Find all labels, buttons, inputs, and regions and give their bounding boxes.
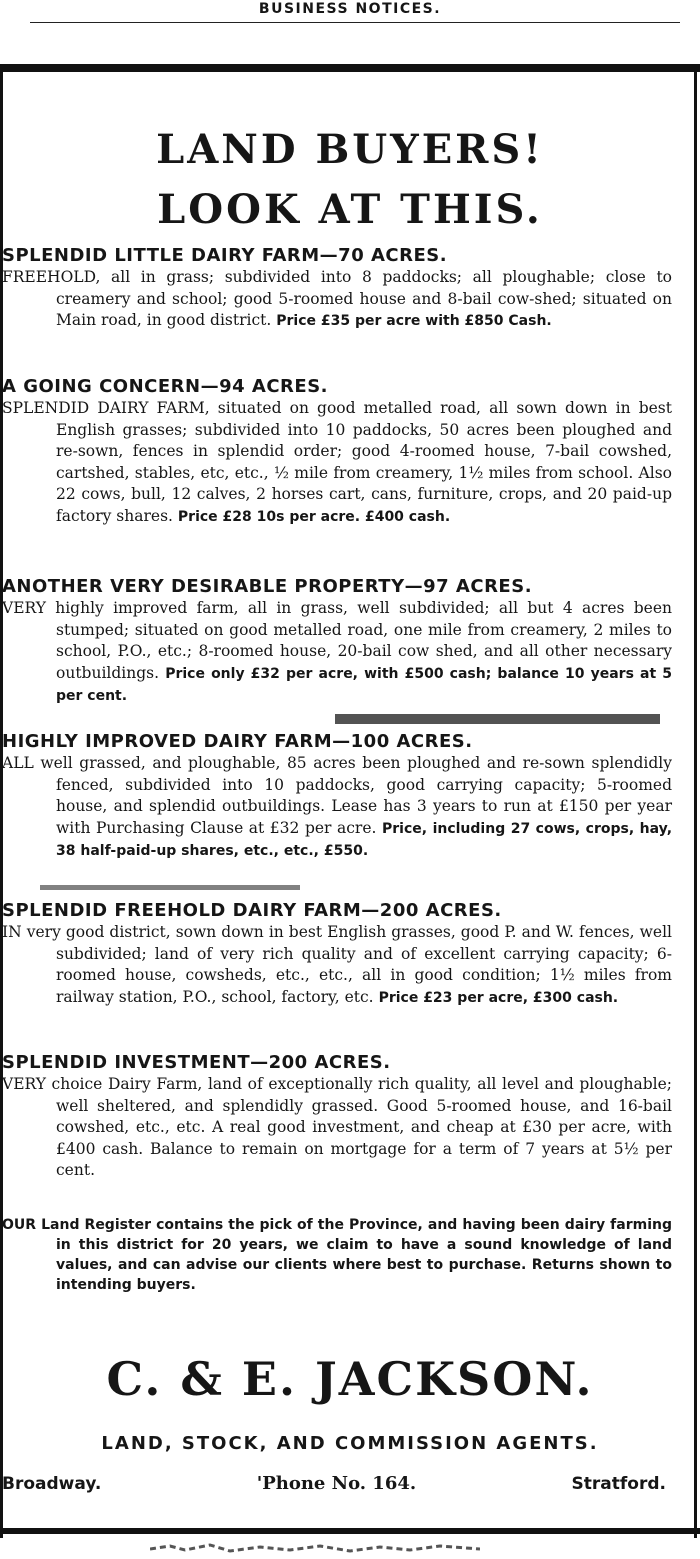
firm-address-line [2, 1472, 666, 1496]
land-register-notice: OUR Land Register contains the pick of the Province, and having been dairy farming in this district for 20 years, we claim to have a sound knowledge of land values, and can advise our clients where best to purchase. Returns shown to intending buyers. [2, 1217, 672, 1293]
listing-text: SPLENDID DAIRY FARM, situated on good metalled road, all sown down in best English grasses; subdivided into 10 paddocks, 50 acres been ploughed and re-sown, fences in splendid order; good 4-roomed house, 7-bail cowshed, cartshed, stables, etc, etc., ½ mile from creamery, 1½ miles from school. Also 22 cows, bull, 12 calves, 2 horses cart, cans, furniture, crops, and 20 paid-up factory shares. [2, 399, 672, 525]
listing-title: A GOING CONCERN—94 ACRES. [2, 376, 328, 397]
listing-text: FREEHOLD, all in grass; subdivided into 8 paddocks; all ploughable; close to creamery and school; good 5-roomed house and 8-bail cow-shed; situated on Main road, in good district. [2, 268, 672, 329]
firm-phone: 'Phone No. 164. [256, 1473, 417, 1494]
listing-4 [2, 731, 672, 863]
firm-town: Stratford. [571, 1474, 666, 1494]
listing-price: Price £35 per acre with £850 Cash. [276, 313, 552, 329]
listing-body [2, 753, 672, 863]
listing-text: ALL well grassed, and ploughable, 85 acres been ploughed and re-sown splendidly fenced, subdivided into 10 paddocks, good carrying capacity; 5-roomed house, and splendid outbuildings. Lease has 3 years to run at £150 per year with Purchasing Clause at £32 per acre. [2, 754, 672, 837]
listing-title: ANOTHER VERY DESIRABLE PROPERTY—97 ACRES. [2, 576, 533, 597]
listing-5 [2, 900, 672, 1009]
ink-smudge [40, 885, 300, 890]
headline-line-1: LAND BUYERS! [156, 126, 544, 173]
listing-title: SPLENDID FREEHOLD DAIRY FARM—200 ACRES. [2, 900, 502, 921]
firm-street: Broadway. [2, 1474, 102, 1494]
top-border-rule [0, 64, 700, 72]
listing-title: SPLENDID LITTLE DAIRY FARM—70 ACRES. [2, 245, 448, 266]
listing-price: Price £23 per acre, £300 cash. [378, 989, 619, 1006]
listing-body [2, 598, 672, 708]
listing-3 [2, 576, 672, 708]
listing-price: Price £28 10s per acre. £400 cash. [177, 508, 451, 525]
listing-body [2, 1074, 672, 1182]
listing-title: SPLENDID INVESTMENT—200 ACRES. [2, 1052, 391, 1073]
header-rule [30, 22, 680, 23]
listing-body [2, 922, 672, 1009]
print-noise-icon [150, 1541, 480, 1555]
listing-title: HIGHLY IMPROVED DAIRY FARM—100 ACRES. [2, 731, 473, 752]
listing-text: VERY choice Dairy Farm, land of exceptionally rich quality, all level and ploughable; well sheltered, and splendidly grassed. Good 5-roomed house, and 16-bail cowshed, etc., etc. A real good investment, and cheap at £30 per acre, with £400 cash. Balance to remain on mortgage for a term of 7 years at 5½ per cent. [2, 1075, 672, 1179]
firm-tagline: LAND, STOCK, AND COMMISSION AGENTS. [101, 1433, 599, 1454]
listing-body [2, 267, 672, 333]
listing-price: Price, including 27 cows, crops, hay, 38 half-paid-up shares, etc., etc., £550. [56, 820, 673, 859]
listing-body [2, 398, 672, 528]
listing-6 [2, 1052, 672, 1182]
listing-text: VERY highly improved farm, all in grass, well subdivided; all but 4 acres been stumped; situated on good metalled road, one mile from creamery, 2 miles to school, P.O., etc.; 8-roomed house, 20-bail cow shed, and all other necessary outbuildings. [2, 599, 672, 682]
bottom-border-rule [0, 1528, 700, 1534]
firm-name: C. & E. JACKSON. [106, 1352, 594, 1406]
listing-1 [2, 245, 672, 333]
listing-price: Price only £32 per acre, with £500 cash; balance 10 years at 5 per cent. [56, 665, 672, 704]
ink-smudge [335, 714, 660, 724]
listing-2 [2, 376, 672, 528]
headline-line-2: LOOK AT THIS. [157, 186, 543, 233]
listing-text: IN very good district, sown down in best English grasses, good P. and W. fences, well subdivided; land of very rich quality and of excellent carrying capacity; 6-roomed house, cowsheds, etc., etc., all in good condition; 1½ miles from railway station, P.O., school, factory, etc. [2, 923, 672, 1006]
right-border [694, 64, 697, 1538]
section-header: BUSINESS NOTICES. [258, 1, 442, 17]
